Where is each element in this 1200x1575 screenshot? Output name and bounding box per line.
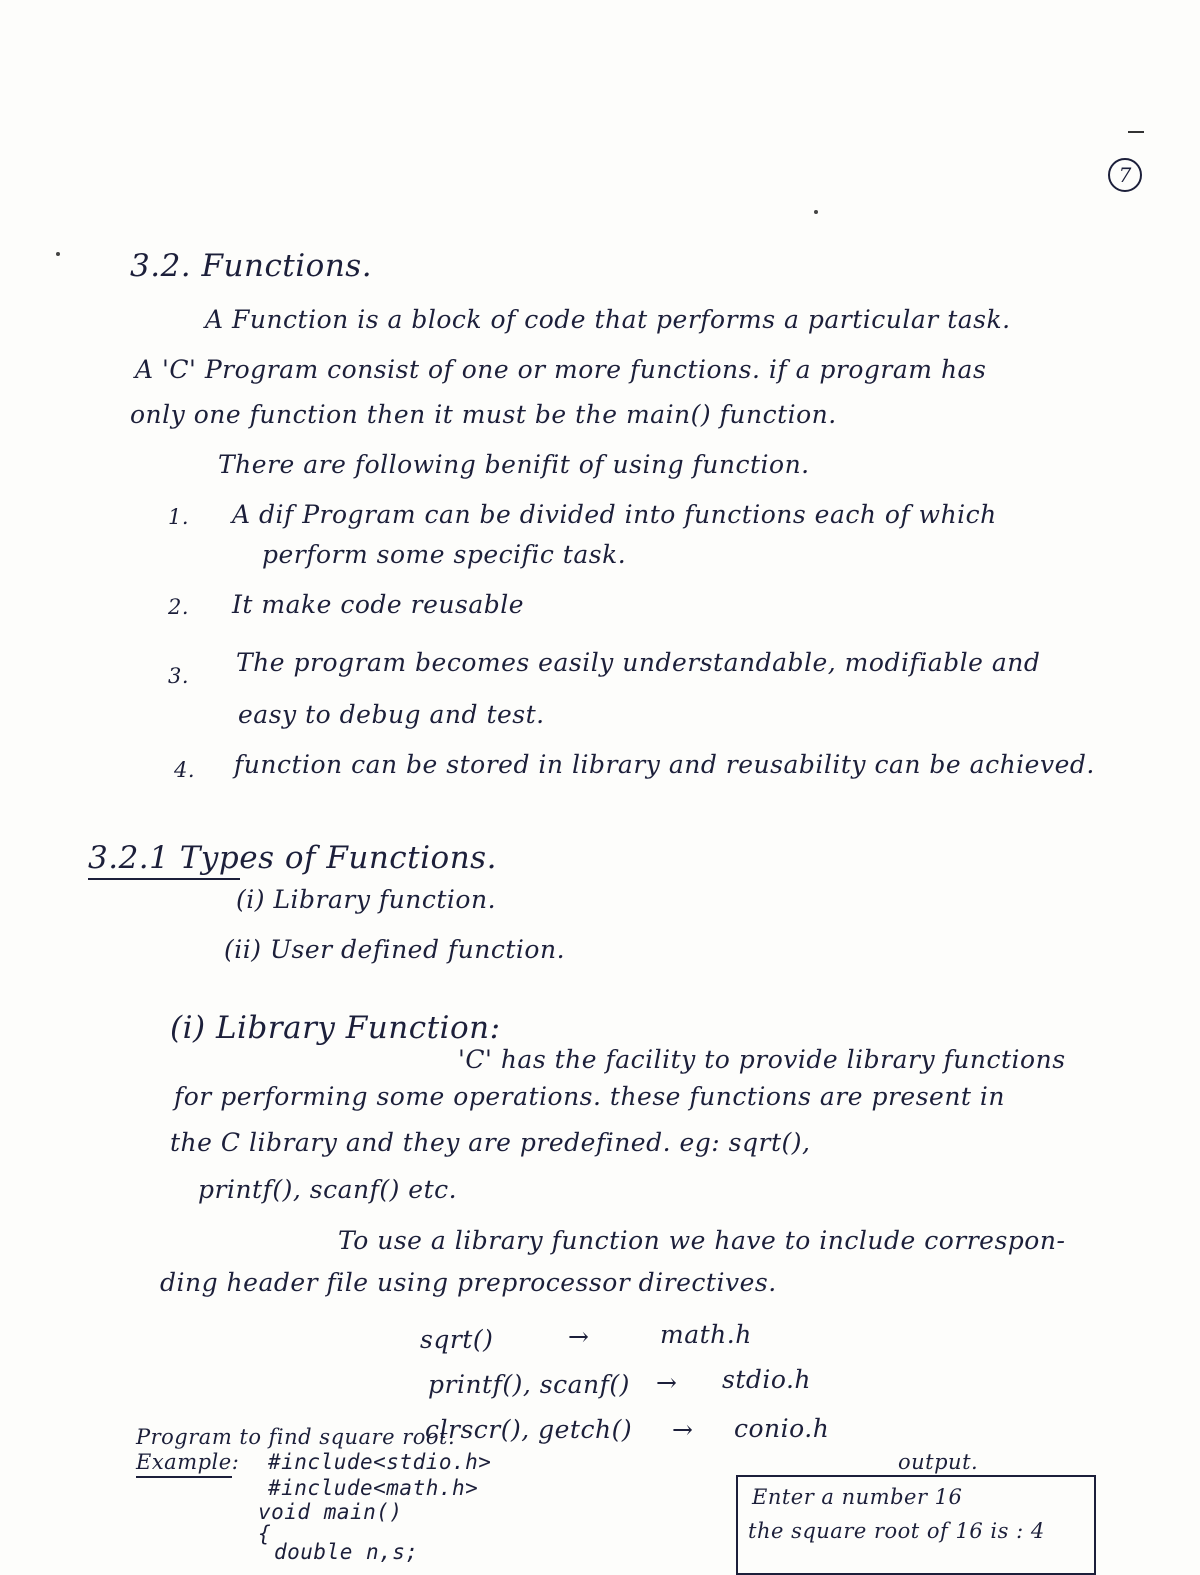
mapping-header: conio.h xyxy=(734,1414,830,1443)
benefit-number: 3. xyxy=(168,664,190,688)
code-line: #include<math.h> xyxy=(268,1476,479,1500)
mapping-functions: sqrt() xyxy=(420,1325,494,1354)
benefit-text: A dif Program can be divided into functions each of which xyxy=(232,500,997,529)
type-item: (ii) User defined function. xyxy=(224,935,566,964)
ink-dot xyxy=(814,210,818,214)
output-label: output. xyxy=(898,1450,979,1474)
benefit-text: The program becomes easily understandable, modifiable and xyxy=(236,648,1041,677)
paragraph-line: only one function then it must be the main() function. xyxy=(130,400,837,429)
heading-underline xyxy=(88,878,240,880)
benefit-number: 2. xyxy=(168,595,190,619)
mapping-header: stdio.h xyxy=(722,1365,812,1394)
paragraph-line: A Function is a block of code that performs a particular task. xyxy=(205,305,1011,334)
benefit-number: 4. xyxy=(174,758,196,782)
benefit-text: easy to debug and test. xyxy=(238,700,545,729)
ink-dot xyxy=(56,252,60,256)
code-line: #include<stdio.h> xyxy=(268,1450,492,1474)
type-item: (i) Library function. xyxy=(236,885,497,914)
example-label: Example: xyxy=(136,1450,240,1474)
code-line: void main() xyxy=(258,1500,403,1524)
library-line: the C library and they are predefined. eg: sqrt(), xyxy=(170,1128,811,1157)
corner-mark xyxy=(1128,131,1144,133)
mapping-functions: printf(), scanf() xyxy=(428,1370,630,1399)
benefits-intro: There are following benifit of using function. xyxy=(218,450,810,479)
code-line: { xyxy=(258,1522,272,1546)
output-line: Enter a number 16 xyxy=(752,1485,963,1509)
types-heading: 3.2.1 Types of Functions. xyxy=(88,840,497,876)
section-heading: 3.2. Functions. xyxy=(130,248,373,284)
benefit-text: function can be stored in library and reusability can be achieved. xyxy=(234,750,1095,779)
usage-line: To use a library function we have to include correspon- xyxy=(338,1226,1066,1255)
library-line: 'C' has the facility to provide library functions xyxy=(458,1045,1066,1074)
library-line: printf(), scanf() etc. xyxy=(198,1175,458,1204)
paragraph-line: A 'C' Program consist of one or more functions. if a program has xyxy=(135,355,987,384)
page-number: 7 xyxy=(1108,158,1142,192)
mapping-functions: clrscr(), getch() xyxy=(425,1415,633,1444)
benefit-number: 1. xyxy=(168,505,190,529)
arrow-icon: → xyxy=(672,1415,694,1444)
example-title: Program to find square root. xyxy=(136,1425,456,1449)
mapping-header: math.h xyxy=(660,1320,752,1349)
usage-line: ding header file using preprocessor directives. xyxy=(160,1268,777,1297)
arrow-icon: → xyxy=(568,1322,590,1351)
benefit-text: perform some specific task. xyxy=(262,540,627,569)
library-heading: (i) Library Function: xyxy=(170,1010,501,1046)
output-box xyxy=(736,1475,1096,1575)
code-line: double n,s; xyxy=(274,1540,419,1564)
label-underline xyxy=(136,1476,232,1478)
arrow-icon: → xyxy=(656,1368,678,1397)
output-line: the square root of 16 is : 4 xyxy=(748,1519,1045,1543)
library-line: for performing some operations. these functions are present in xyxy=(174,1082,1006,1111)
benefit-text: It make code reusable xyxy=(232,590,525,619)
